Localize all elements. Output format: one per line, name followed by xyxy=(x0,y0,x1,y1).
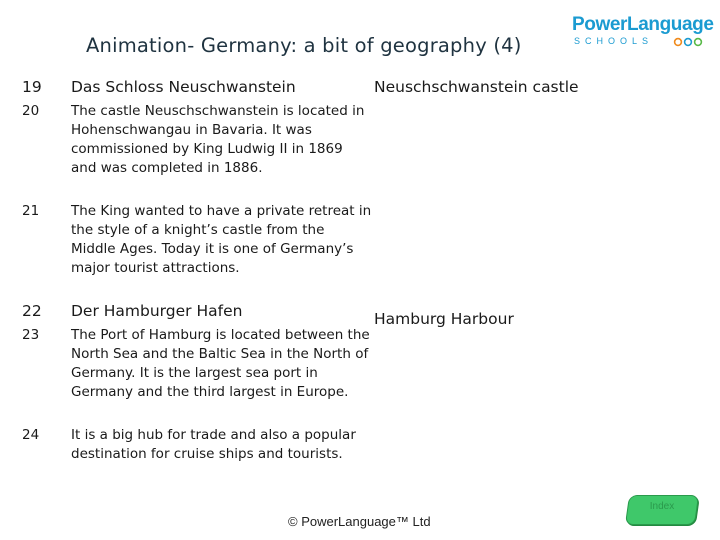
list-item-21 xyxy=(22,202,372,278)
item-number: 24 xyxy=(22,427,40,443)
item-text: Das Schloss Neuschwanstein xyxy=(71,78,296,96)
logo-brand-text: PowerLanguage xyxy=(572,14,714,35)
powerlanguage-logo xyxy=(572,14,712,48)
list-item-20 xyxy=(22,102,372,178)
item-number: 21 xyxy=(22,203,40,219)
translation-castle: Neuschschwanstein castle xyxy=(374,78,579,96)
item-text: It is a big hub for trade and also a popular destination for cruise ships and tourists. xyxy=(71,427,356,462)
list-item-19 xyxy=(22,77,372,97)
list-item-24 xyxy=(22,426,372,464)
logo-dots-icon xyxy=(673,37,705,47)
item-number: 22 xyxy=(22,302,42,320)
item-number: 23 xyxy=(22,327,40,343)
list-item-22 xyxy=(22,301,372,321)
slide-title: Animation- Germany: a bit of geography (4) xyxy=(86,34,522,57)
item-text: The King wanted to have a private retreat in the style of a knight’s castle from the Middle Ages. Today it is one of Germany’s major tourist attractions. xyxy=(71,203,372,276)
translation-harbour: Hamburg Harbour xyxy=(374,310,514,328)
item-text: The castle Neuschschwanstein is located in Hohenschwangau in Bavaria. It was commissioned by King Ludwig II in 1869 and was completed in 1886. xyxy=(71,103,365,176)
item-text: The Port of Hamburg is located between the North Sea and the Baltic Sea in the North of Germany. It is the largest sea port in Germany and the third largest in Europe. xyxy=(71,327,370,400)
item-text: Der Hamburger Hafen xyxy=(71,302,243,320)
list-item-23 xyxy=(22,326,372,402)
index-nav-label[interactable]: Index xyxy=(649,501,675,512)
copyright-footer: © PowerLanguage™ Ltd xyxy=(288,514,431,529)
logo-schools-text: SCHOOLS xyxy=(574,36,654,46)
item-number: 20 xyxy=(22,103,40,119)
item-number: 19 xyxy=(22,78,42,96)
